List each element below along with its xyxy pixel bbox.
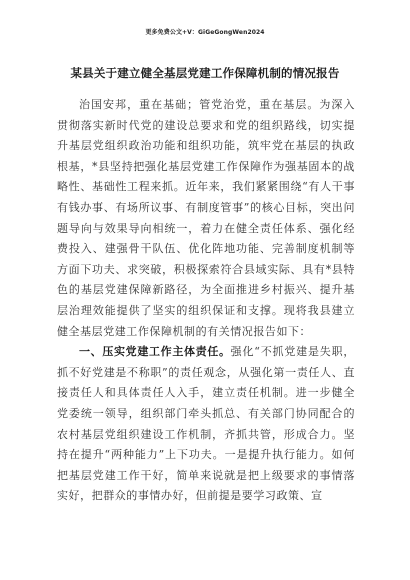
header-note: 更多免费公文+V：GiGeGongWen2024	[145, 29, 265, 36]
section-paragraph	[57, 342, 355, 507]
section-heading: 一、压实党建工作主体责任。	[79, 345, 231, 359]
document-body	[57, 95, 355, 507]
document-title: 某县关于建立健全基层党建工作保障机制的情况报告	[70, 66, 340, 80]
section-text: 强化“不抓党建是失职，抓不好党建是不称职”的责任观念，从强化第一责任人、直接责任人和具体责任人入手，建立责任机制。进一步健全党委统一领导，组织部门牵头抓总、有关部门协同配合的农村基层党组织建设工作机制，齐抓共管，形成合力。坚持在提升“两种能力”上下功夫。一是提升执行能力。如何把基层党建工作干好，简单来说就是把上级要求的事情落实好，把群众的事情办好，但前提是要学习政策、宣	[57, 345, 355, 503]
intro-paragraph: 治国安邦，重在基础；管党治党，重在基层。为深入贯彻落实新时代党的建设总要求和党的组织路线，切实提升基层党组织政治功能和组织功能，筑牢党在基层的执政根基，*县坚持把强化基层党建工作保障作为强基固本的战略性、基础性工程来抓。近年来，我们紧紧围绕“有人干事有钱办事、有场所议事、有制度管事”的核心目标，突出问题导向与效果导向相统一，着力在健全责任体系、强化经费投入、建强骨干队伍、优化阵地功能、完善制度机制等方面下功夫、求突破，积极探索符合县域实际、具有*县特色的基层党建保障新路径，为全面推进乡村振兴、提升基层治理效能提供了坚实的组织保证和支撑。现将我县建立健全基层党建工作保障机制的有关情况报告如下：	[57, 98, 355, 338]
